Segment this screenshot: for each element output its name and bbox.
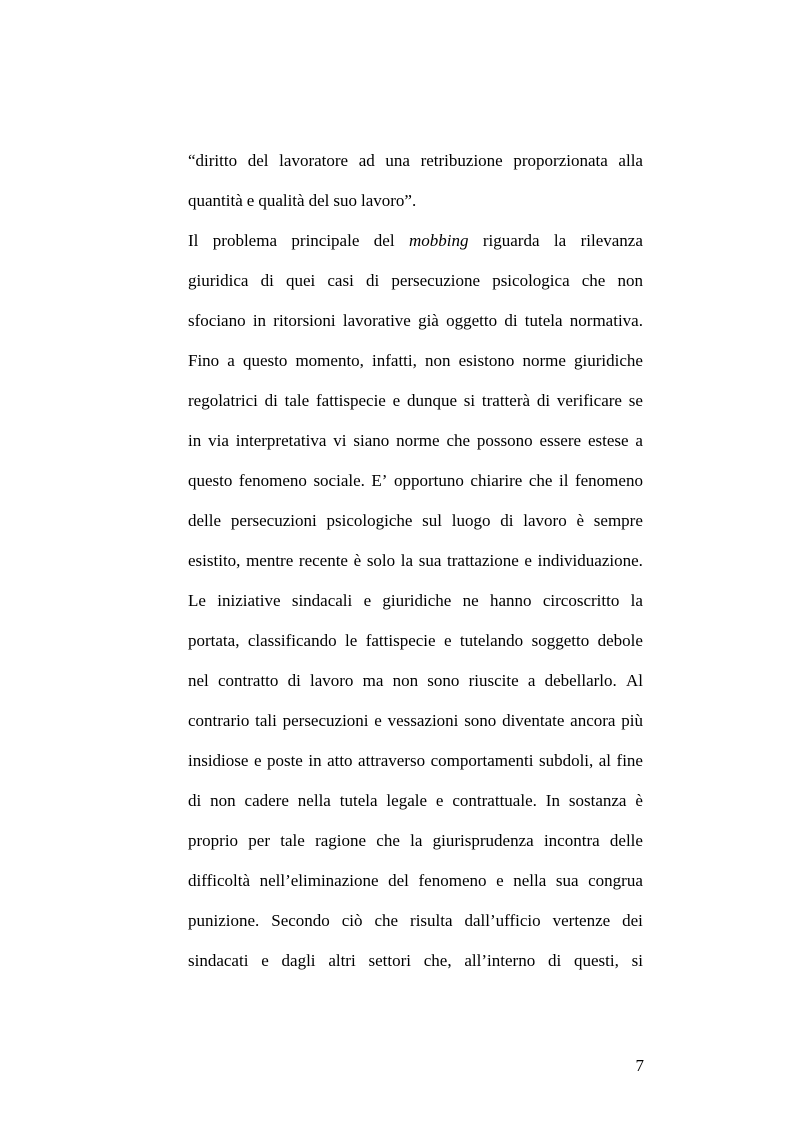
- word: giuridica: [188, 271, 249, 290]
- word: diventate: [502, 711, 565, 730]
- word: rilevanza: [580, 231, 643, 250]
- word: norme: [522, 351, 566, 370]
- word: trattazione: [447, 551, 519, 570]
- word: del: [373, 231, 395, 250]
- word: dagli: [281, 951, 316, 970]
- word: del: [388, 871, 409, 890]
- word: le: [345, 631, 358, 650]
- word: dunque: [406, 391, 457, 410]
- word: hanno: [490, 591, 532, 610]
- word: all’interno: [464, 951, 536, 970]
- word: dall’ufficio: [464, 911, 541, 930]
- word: ad: [358, 151, 375, 170]
- word: incontra: [543, 831, 600, 850]
- word: norme: [396, 431, 440, 450]
- word: di: [504, 311, 518, 330]
- text-line: [188, 345, 643, 385]
- word: di: [260, 271, 274, 290]
- word: “diritto: [188, 151, 238, 170]
- text-line: [188, 585, 643, 625]
- word: Il: [188, 231, 199, 250]
- word: oggetto: [446, 311, 498, 330]
- word: attraverso: [358, 751, 426, 770]
- word: la: [630, 591, 643, 610]
- word: proprio: [188, 831, 239, 850]
- text-line: [188, 145, 643, 185]
- word: problema: [212, 231, 277, 250]
- word: principale: [291, 231, 360, 250]
- word: Le: [188, 591, 206, 610]
- word: estese: [587, 431, 629, 450]
- word: sua: [555, 871, 579, 890]
- word: per: [248, 831, 271, 850]
- word: che: [528, 471, 553, 490]
- word: contrattuale.: [452, 791, 537, 810]
- word: vessazioni: [387, 711, 459, 730]
- word: di: [500, 511, 514, 530]
- word: tutela: [339, 791, 378, 810]
- word: nella: [297, 791, 331, 810]
- word: momento,: [295, 351, 364, 370]
- text-line: [188, 465, 643, 505]
- word: ancora: [570, 711, 616, 730]
- word: cadere: [244, 791, 289, 810]
- word: sono: [464, 711, 497, 730]
- text-line: [188, 945, 643, 985]
- word: ragione: [315, 831, 367, 850]
- word: esistito,: [188, 551, 241, 570]
- word: sindacali: [291, 591, 353, 610]
- text-line: [188, 625, 643, 665]
- word: ma: [362, 671, 384, 690]
- word: e: [246, 191, 255, 210]
- word: nella: [513, 871, 547, 890]
- word: in: [252, 311, 267, 330]
- word: dei: [622, 911, 643, 930]
- word: riguarda: [482, 231, 540, 250]
- word: Fino: [188, 351, 220, 370]
- word: che: [376, 831, 400, 850]
- word: di: [547, 951, 562, 970]
- word: fine: [616, 751, 643, 770]
- word: tutelando: [459, 631, 524, 650]
- emphasized-word: mobbing: [408, 231, 469, 250]
- word: infatti,: [372, 351, 417, 370]
- word: risulta: [410, 911, 453, 930]
- text-line: [188, 385, 643, 425]
- word: giuridiche: [382, 591, 452, 610]
- word: persecuzione: [391, 271, 481, 290]
- word: a: [527, 671, 536, 690]
- text-line: [188, 425, 643, 465]
- text-line: [188, 225, 643, 265]
- text-line: [188, 785, 643, 825]
- text-line: [188, 185, 643, 225]
- word: classificando: [247, 631, 337, 650]
- word: debole: [597, 631, 643, 650]
- word: sostanza: [568, 791, 627, 810]
- word: opportuno: [394, 471, 464, 490]
- word: legale: [386, 791, 428, 810]
- word: tutela: [524, 311, 563, 330]
- word: siano: [353, 431, 390, 450]
- word: che: [374, 911, 399, 930]
- word: quantità: [188, 191, 243, 210]
- word: luogo: [451, 511, 491, 530]
- word: la: [553, 231, 567, 250]
- word: è: [353, 551, 362, 570]
- word: questi,: [574, 951, 619, 970]
- word: che: [581, 271, 606, 290]
- word: casi: [327, 271, 354, 290]
- word: una: [385, 151, 410, 170]
- word: se: [628, 391, 643, 410]
- word: difficoltà: [188, 871, 250, 890]
- word: più: [621, 711, 643, 730]
- word: il: [558, 471, 569, 490]
- word: ritorsioni: [273, 311, 336, 330]
- word: di: [188, 791, 202, 810]
- word: è: [635, 791, 643, 810]
- word: chiarire: [470, 471, 523, 490]
- word: e: [524, 551, 532, 570]
- text-line: [188, 265, 643, 305]
- word: che,: [423, 951, 452, 970]
- body-text: [188, 145, 643, 985]
- word: suo: [333, 191, 357, 210]
- word: comportamenti: [430, 751, 534, 770]
- word: via: [208, 431, 229, 450]
- word: sua: [418, 551, 442, 570]
- word: di: [365, 271, 380, 290]
- text-line: [188, 505, 643, 545]
- word: subdoli,: [538, 751, 594, 770]
- word: non: [392, 671, 419, 690]
- word: poste: [266, 751, 303, 770]
- word: qualità: [258, 191, 305, 210]
- word: del: [308, 191, 330, 210]
- word: lavoratore: [279, 151, 349, 170]
- word: del: [247, 151, 269, 170]
- word: possono: [476, 431, 533, 450]
- word: interpretativa: [235, 431, 327, 450]
- word: lavoro: [523, 511, 567, 530]
- word: non: [210, 791, 236, 810]
- word: Secondo: [271, 911, 330, 930]
- word: fattispecie: [315, 391, 386, 410]
- word: settori: [368, 951, 411, 970]
- word: normativa.: [569, 311, 643, 330]
- text-line: [188, 825, 643, 865]
- word: giurisprudenza: [432, 831, 534, 850]
- word: la: [410, 831, 423, 850]
- word: ne: [462, 591, 479, 610]
- word: sfociano: [188, 311, 246, 330]
- word: essere: [539, 431, 582, 450]
- text-line: [188, 905, 643, 945]
- word: sul: [422, 511, 443, 530]
- word: al: [598, 751, 612, 770]
- word: delle: [609, 831, 643, 850]
- text-line: [188, 865, 643, 905]
- word: retribuzione: [420, 151, 503, 170]
- word: regolatrici: [188, 391, 258, 410]
- word: tale: [280, 831, 305, 850]
- word: nel: [188, 671, 209, 690]
- word: sindacati: [188, 951, 249, 970]
- word: e: [392, 391, 401, 410]
- word: persecuzioni: [230, 511, 317, 530]
- word: si: [463, 391, 476, 410]
- text-line: [188, 705, 643, 745]
- word: proporzionata: [513, 151, 608, 170]
- word: di: [536, 391, 551, 410]
- word: punizione.: [188, 911, 260, 930]
- word: esistono: [458, 351, 515, 370]
- word: vertenze: [552, 911, 611, 930]
- word: quei: [285, 271, 316, 290]
- word: tratterà: [481, 391, 531, 410]
- word: e: [443, 631, 452, 650]
- word: In: [545, 791, 560, 810]
- word: e: [261, 951, 269, 970]
- word: lavoro: [310, 671, 354, 690]
- word: psicologica: [492, 271, 570, 290]
- word: si: [631, 951, 643, 970]
- word: lavorative: [342, 311, 411, 330]
- word: mentre: [246, 551, 294, 570]
- text-line: [188, 665, 643, 705]
- word: sociale.: [313, 471, 365, 490]
- word: non: [425, 351, 451, 370]
- word: Al: [625, 671, 643, 690]
- word: soggetto: [531, 631, 590, 650]
- word: che: [446, 431, 471, 450]
- word: sono: [427, 671, 460, 690]
- word: di: [264, 391, 278, 410]
- word: psicologiche: [326, 511, 413, 530]
- word: recente: [298, 551, 348, 570]
- word: delle: [188, 511, 222, 530]
- word: e: [435, 791, 444, 810]
- word: e: [374, 711, 382, 730]
- word: insidiose: [188, 751, 249, 770]
- word: già: [418, 311, 439, 330]
- word: questo: [242, 351, 288, 370]
- word: iniziative: [217, 591, 281, 610]
- word: contrario: [188, 711, 250, 730]
- word: contratto: [217, 671, 279, 690]
- word: individuazione.: [537, 551, 643, 570]
- word: E’: [371, 471, 388, 490]
- word: in: [188, 431, 202, 450]
- word: e: [363, 591, 372, 610]
- word: congrua: [588, 871, 643, 890]
- word: lavoro”.: [360, 191, 417, 210]
- word: in: [308, 751, 322, 770]
- text-line: [188, 545, 643, 585]
- word: questo: [188, 471, 233, 490]
- word: riuscite: [468, 671, 519, 690]
- word: a: [635, 431, 643, 450]
- word: debellarlo.: [544, 671, 617, 690]
- word: portata,: [188, 631, 240, 650]
- word: ciò: [341, 911, 363, 930]
- word: la: [400, 551, 414, 570]
- word: e: [496, 871, 504, 890]
- word: circoscritto: [542, 591, 620, 610]
- word: fattispecie: [365, 631, 436, 650]
- word: di: [287, 671, 301, 690]
- text-line: [188, 745, 643, 785]
- word: verificare: [556, 391, 622, 410]
- word: atto: [327, 751, 353, 770]
- word: sempre: [593, 511, 643, 530]
- page-number: 7: [635, 1056, 644, 1075]
- word: non: [617, 271, 643, 290]
- word: e: [253, 751, 262, 770]
- word: persecuzioni: [282, 711, 369, 730]
- word: vi: [333, 431, 347, 450]
- word: altri: [328, 951, 356, 970]
- text-line: [188, 305, 643, 345]
- word: è: [576, 511, 585, 530]
- word: a: [227, 351, 235, 370]
- word: fenomeno: [574, 471, 643, 490]
- word: solo: [366, 551, 396, 570]
- word: tali: [255, 711, 277, 730]
- word: tale: [284, 391, 310, 410]
- word: fenomeno: [418, 871, 487, 890]
- word: alla: [618, 151, 643, 170]
- word: fenomeno: [238, 471, 307, 490]
- word: nell’eliminazione: [259, 871, 379, 890]
- word: giuridiche: [574, 351, 643, 370]
